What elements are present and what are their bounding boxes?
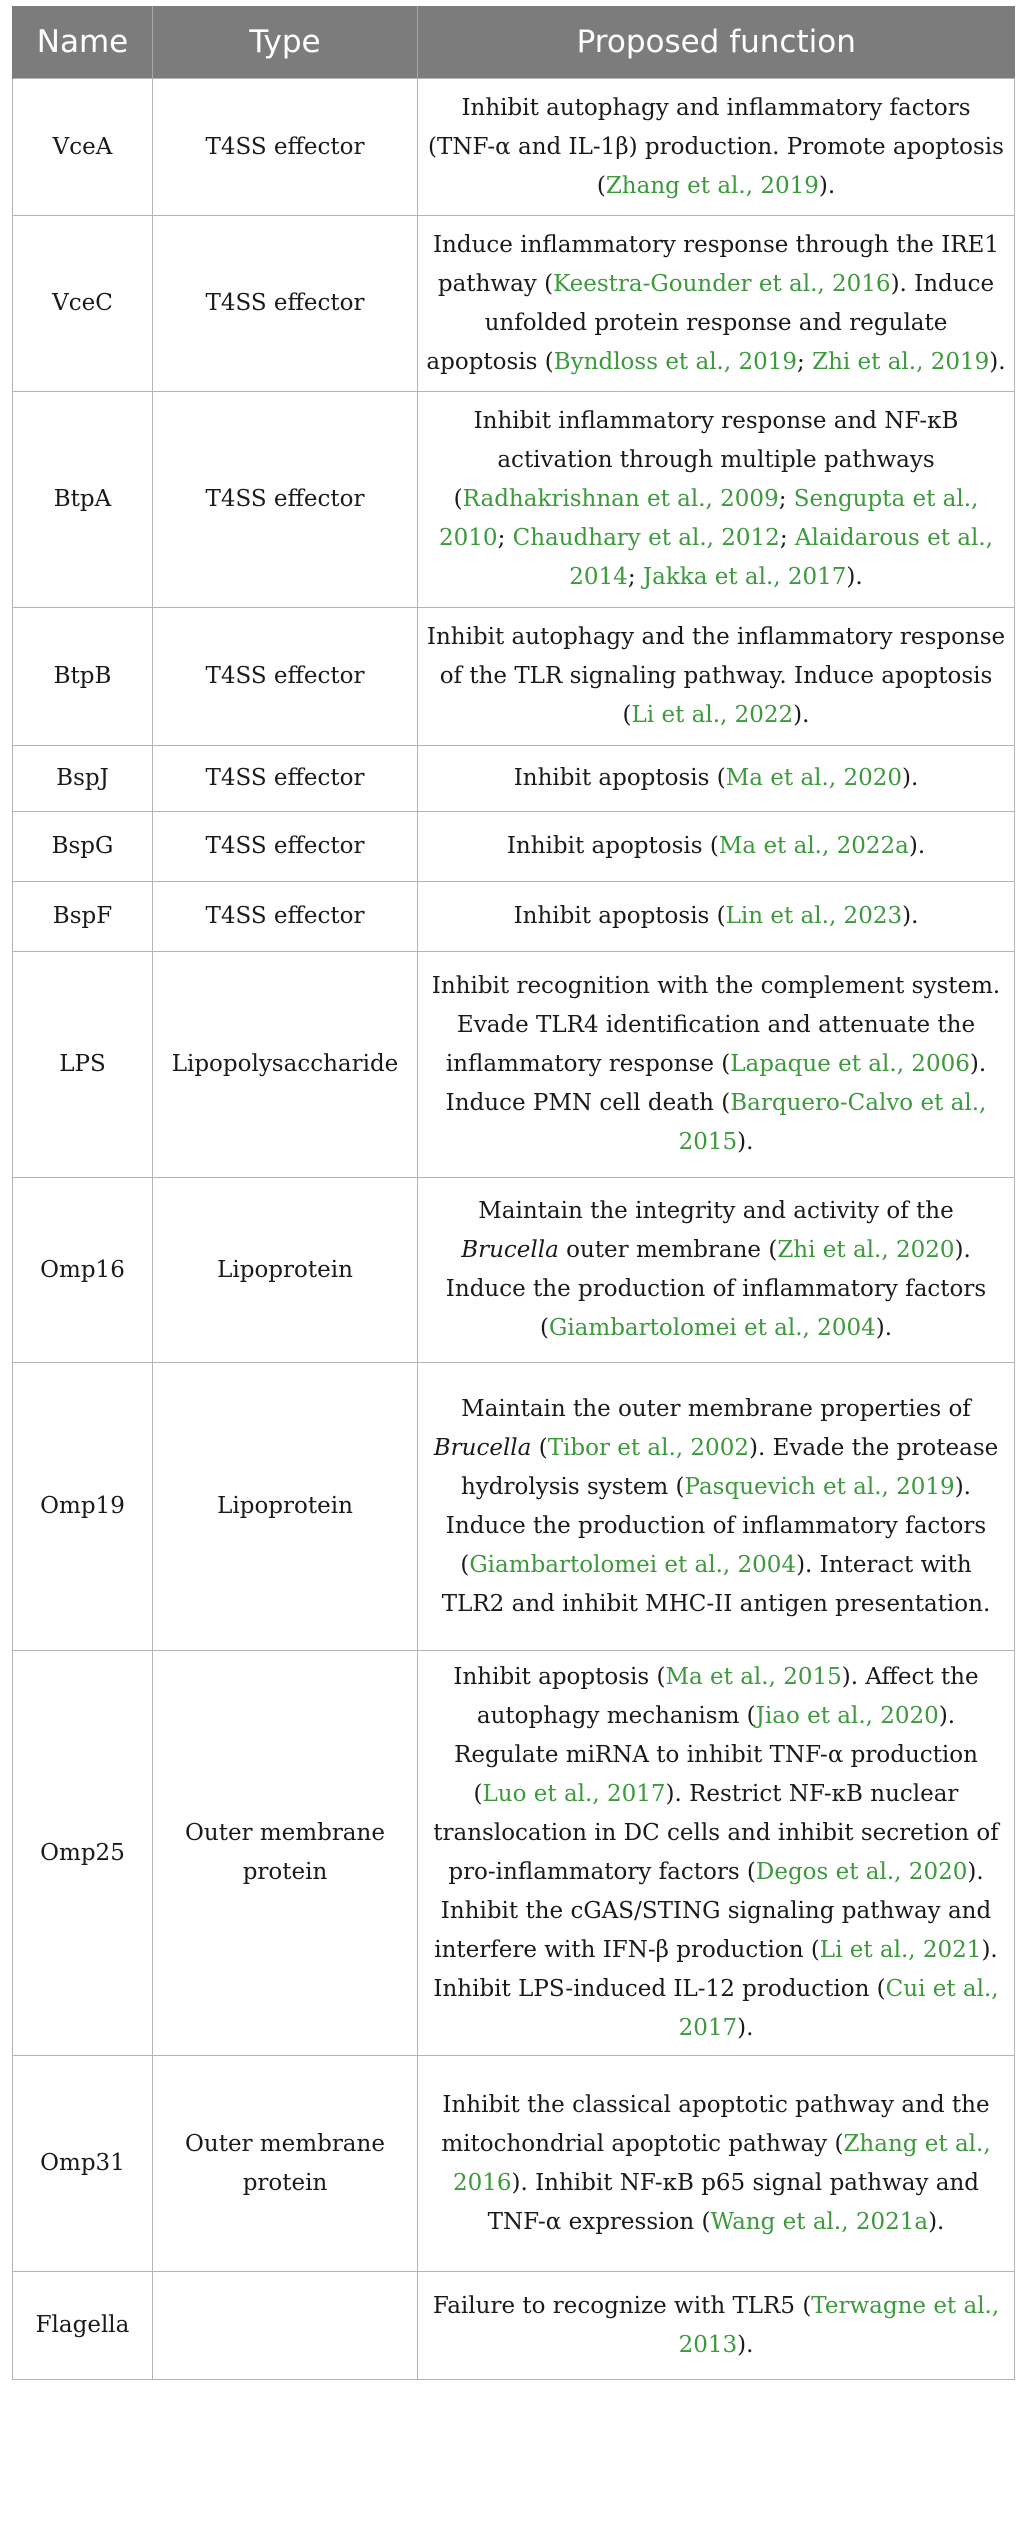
- table-row: [13, 812, 1015, 882]
- citation-link[interactable]: Keestra-Gounder et al., 2016: [553, 270, 891, 297]
- cell-type: T4SS effector: [153, 812, 418, 882]
- cell-function: Maintain the outer membrane properties of Brucella (Tibor et al., 2002). Evade the protease hydrolysis system (Pasquevich et al., 2019). Induce the production of inflammatory factors (Giambartolomei et al., 2004). Interact with TLR2 and inhibit MHC-II antigen presentation.: [418, 1363, 1015, 1651]
- citation-link[interactable]: Luo et al., 2017: [482, 1781, 666, 1807]
- citation-link[interactable]: Byndloss et al., 2019: [553, 348, 798, 375]
- table-row: [13, 1651, 1015, 2056]
- cell-type: Lipopolysaccharide: [153, 952, 418, 1178]
- header-function: Proposed function: [418, 6, 1015, 79]
- citation-link[interactable]: Alaidarous et al., 2014: [569, 525, 993, 590]
- citation-link[interactable]: Lin et al., 2023: [725, 903, 903, 929]
- citation-link[interactable]: Degos et al., 2020: [755, 1859, 968, 1885]
- citation-link[interactable]: Zhang et al., 2016: [452, 2130, 991, 2196]
- cell-type: T4SS effector: [153, 216, 418, 392]
- citation-link[interactable]: Li et al., 2022: [631, 702, 794, 728]
- cell-type: Outer membrane protein: [153, 1651, 418, 2056]
- citation-link[interactable]: Wang et al., 2021a: [710, 2208, 929, 2235]
- citation-link[interactable]: Zhi et al., 2020: [777, 1237, 955, 1263]
- table-row: [13, 1363, 1015, 1651]
- cell-function: Inhibit recognition with the complement system. Evade TLR4 identification and attenuate the inflammatory response (Lapaque et al., 2006). Induce PMN cell death (Barquero-Calvo et al., 2015).: [418, 952, 1015, 1178]
- header-name: Name: [13, 6, 153, 79]
- cell-name: LPS: [13, 952, 153, 1178]
- cell-name: Omp16: [13, 1178, 153, 1363]
- cell-type: T4SS effector: [153, 79, 418, 216]
- cell-function: Failure to recognize with TLR5 (Terwagne et al., 2013).: [418, 2272, 1015, 2380]
- cell-name: BtpB: [13, 608, 153, 746]
- cell-function: Induce inflammatory response through the IRE1 pathway (Keestra-Gounder et al., 2016). Induce unfolded protein response and regulate apoptosis (Byndloss et al., 2019; Zhi et al., 2019).: [418, 216, 1015, 392]
- citation-link[interactable]: Ma et al., 2015: [665, 1664, 842, 1690]
- cell-type: Lipoprotein: [153, 1178, 418, 1363]
- table-row: [13, 392, 1015, 608]
- citation-link[interactable]: Barquero-Calvo et al., 2015: [678, 1090, 987, 1155]
- cell-function: Inhibit autophagy and inflammatory factors (TNF-α and IL-1β) production. Promote apoptosis (Zhang et al., 2019).: [418, 79, 1015, 216]
- table-row: [13, 952, 1015, 1178]
- citation-link[interactable]: Li et al., 2021: [819, 1937, 982, 1963]
- citation-link[interactable]: Terwagne et al., 2013: [678, 2292, 1000, 2358]
- citation-link[interactable]: Tibor et al., 2002: [547, 1434, 749, 1461]
- cell-function: Inhibit apoptosis (Ma et al., 2015). Affect the autophagy mechanism (Jiao et al., 2020). Regulate miRNA to inhibit TNF-α production (Luo et al., 2017). Restrict NF-κB nuclear translocation in DC cells and inhibit secretion of pro-inflammatory factors (Degos et al., 2020). Inhibit the cGAS/STING signaling pathway and interfere with IFN-β production (Li et al., 2021). Inhibit LPS-induced IL-12 production (Cui et al., 2017).: [418, 1651, 1015, 2056]
- header-row: [13, 6, 1015, 79]
- citation-link[interactable]: Radhakrishnan et al., 2009: [462, 486, 779, 512]
- table-row: [13, 882, 1015, 952]
- cell-name: BtpA: [13, 392, 153, 608]
- citation-link[interactable]: Chaudhary et al., 2012: [512, 525, 780, 551]
- citation-link[interactable]: Giambartolomei et al., 2004: [548, 1315, 876, 1341]
- cell-function: Maintain the integrity and activity of the Brucella outer membrane (Zhi et al., 2020). Induce the production of inflammatory factors (Giambartolomei et al., 2004).: [418, 1178, 1015, 1363]
- citation-link[interactable]: Pasquevich et al., 2019: [684, 1473, 955, 1500]
- cell-function: Inhibit apoptosis (Ma et al., 2022a).: [418, 812, 1015, 882]
- cell-type: T4SS effector: [153, 882, 418, 952]
- table-row: [13, 216, 1015, 392]
- table-row: [13, 2056, 1015, 2272]
- citation-link[interactable]: Jiao et al., 2020: [755, 1703, 939, 1729]
- table-row: [13, 746, 1015, 812]
- citation-link[interactable]: Sengupta et al., 2010: [439, 486, 979, 551]
- cell-type: T4SS effector: [153, 608, 418, 746]
- cell-name: BspF: [13, 882, 153, 952]
- cell-type: T4SS effector: [153, 746, 418, 812]
- table-row: [13, 1178, 1015, 1363]
- cell-name: Flagella: [13, 2272, 153, 2380]
- table-row: [13, 79, 1015, 216]
- protein-function-table: [12, 6, 1015, 2380]
- cell-name: BspJ: [13, 746, 153, 812]
- citation-link[interactable]: Lapaque et al., 2006: [730, 1051, 970, 1077]
- cell-name: VceA: [13, 79, 153, 216]
- table-row: [13, 608, 1015, 746]
- cell-function: Inhibit apoptosis (Lin et al., 2023).: [418, 882, 1015, 952]
- cell-function: Inhibit inflammatory response and NF-κB activation through multiple pathways (Radhakrishnan et al., 2009; Sengupta et al., 2010; Chaudhary et al., 2012; Alaidarous et al., 2014; Jakka et al., 2017).: [418, 392, 1015, 608]
- cell-name: Omp19: [13, 1363, 153, 1651]
- table-row: [13, 2272, 1015, 2380]
- citation-link[interactable]: Ma et al., 2022a: [718, 833, 909, 859]
- cell-function: Inhibit apoptosis (Ma et al., 2020).: [418, 746, 1015, 812]
- cell-type: Outer membrane protein: [153, 2056, 418, 2272]
- cell-name: Omp31: [13, 2056, 153, 2272]
- header-type: Type: [153, 6, 418, 79]
- species-name: Brucella: [461, 1237, 559, 1263]
- cell-name: BspG: [13, 812, 153, 882]
- cell-name: Omp25: [13, 1651, 153, 2056]
- citation-link[interactable]: Zhang et al., 2019: [605, 172, 819, 199]
- cell-type: T4SS effector: [153, 392, 418, 608]
- citation-link[interactable]: Zhi et al., 2019: [812, 348, 990, 375]
- citation-link[interactable]: Ma et al., 2020: [725, 765, 903, 791]
- cell-name: VceC: [13, 216, 153, 392]
- cell-type: [153, 2272, 418, 2380]
- cell-function: Inhibit autophagy and the inflammatory response of the TLR signaling pathway. Induce apoptosis (Li et al., 2022).: [418, 608, 1015, 746]
- citation-link[interactable]: Jakka et al., 2017: [642, 564, 847, 590]
- species-name: Brucella: [433, 1434, 532, 1461]
- citation-link[interactable]: Cui et al., 2017: [678, 1976, 999, 2041]
- citation-link[interactable]: Giambartolomei et al., 2004: [469, 1551, 797, 1578]
- cell-function: Inhibit the classical apoptotic pathway and the mitochondrial apoptotic pathway (Zhang et al., 2016). Inhibit NF-κB p65 signal pathway and TNF-α expression (Wang et al., 2021a).: [418, 2056, 1015, 2272]
- cell-type: Lipoprotein: [153, 1363, 418, 1651]
